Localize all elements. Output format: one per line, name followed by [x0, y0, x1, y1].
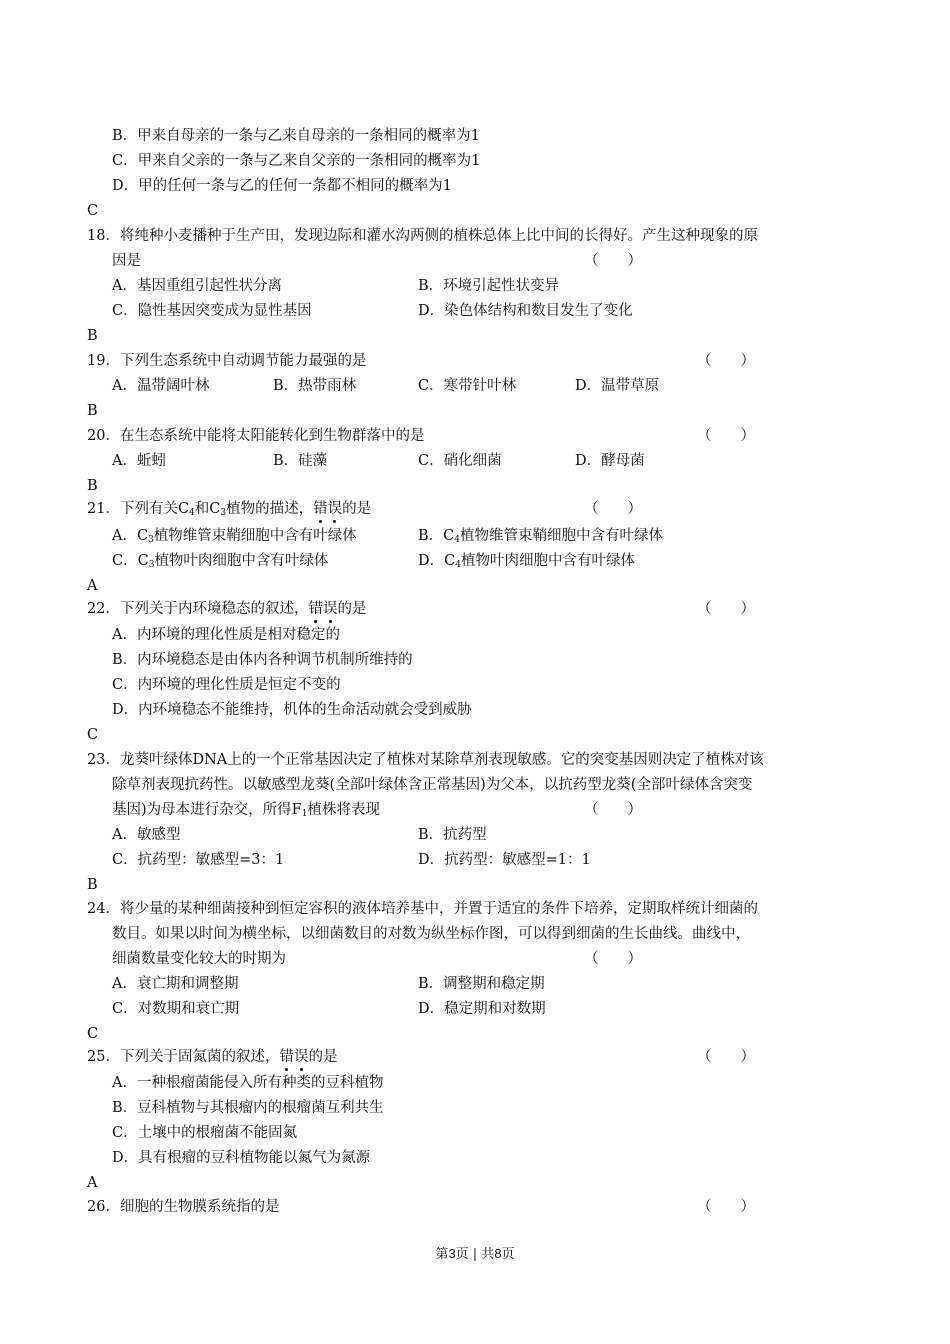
total-pages: 8	[494, 1246, 502, 1261]
q22-stem: 22．下列关于内环境稳态的叙述，错误的是	[87, 601, 367, 617]
q24-option-b: B．调整期和稳定期	[418, 976, 545, 992]
q24-option-a: A．衰亡期和调整期	[112, 976, 239, 992]
q24-option-c: C．对数期和衰亡期	[112, 1001, 240, 1017]
q17-answer: C	[87, 203, 99, 219]
q20-option-a: A．蚯蚓	[112, 453, 166, 469]
q19-option-a: A．温带阔叶林	[112, 378, 210, 394]
q18-option-d: D．染色体结构和数目发生了变化	[418, 303, 633, 319]
q22-option-b: B．内环境稳态是由体内各种调节机制所维持的	[112, 652, 413, 668]
q24-stem-line2: 数目。如果以时间为横坐标，以细菌数目的对数为纵坐标作图，可以得到细菌的生长曲线。曲线中，	[112, 926, 750, 942]
q21-answer: A	[87, 578, 98, 594]
q25-option-c: C．土壤中的根瘤菌不能固氮	[112, 1125, 298, 1141]
q18-option-a: A．基因重组引起性状分离	[112, 278, 282, 294]
q21-option-c: C．$C_3$植物叶肉细胞中含有叶绿体	[112, 553, 329, 570]
q17-option-b: B．甲来自母亲的一条与乙来自母亲的一条相同的概率为1	[112, 128, 480, 144]
q18-stem-line1: 18．将纯种小麦播种于生产田，发现边际和灌水沟两侧的植株总体上比中间的长得好。产生这种现象的原	[87, 228, 758, 244]
emphasis-dot-char: 错	[313, 501, 328, 517]
q21-option-b: B．$C_4$植物维管束鞘细胞中含有叶绿体	[418, 528, 663, 545]
q22-answer-blank: （ ）	[697, 601, 755, 617]
q26-stem: 26．细胞的生物膜系统指的是	[87, 1199, 280, 1215]
q21-option-d: D．$C_4$植物叶肉细胞中含有叶绿体	[418, 553, 635, 570]
q19-stem: 19．下列生态系统中自动调节能力最强的是	[87, 353, 367, 369]
q24-stem-line3: 细菌数量变化较大的时期为	[112, 951, 286, 967]
q25-option-b: B．豆科植物与其根瘤内的根瘤菌互利共生	[112, 1100, 384, 1116]
emphasis-dot-char: 误	[293, 1049, 309, 1065]
q23-option-b: B．抗药型	[418, 827, 487, 843]
q23-option-d: D．抗药型：敏感型=1：1	[418, 852, 591, 868]
q22-option-c: C．内环境的理化性质是恒定不变的	[112, 677, 341, 693]
q21-answer-blank: （ ）	[584, 501, 642, 517]
q23-stem-line2: 除草剂表现抗药性。以敏感型龙葵(全部叶绿体含正常基因)为父本，以抗药型龙葵(全部叶绿体含突变	[112, 777, 753, 793]
q19-option-c: C．寒带针叶林	[418, 378, 517, 394]
page-footer: 第3页 | 共8页	[435, 1246, 515, 1262]
emphasis-dot-char: 错	[279, 1049, 294, 1065]
q18-answer-blank: （ ）	[584, 253, 642, 269]
q19-option-d: D．温带草原	[575, 378, 660, 394]
q23-answer: B	[87, 877, 98, 893]
page-number: 3	[448, 1246, 456, 1261]
q24-answer: C	[87, 1026, 99, 1042]
q24-stem-line1: 24．将少量的某种细菌接种到恒定容积的液体培养基中，并置于适宜的条件下培养，定期取样统计细菌的	[87, 901, 758, 917]
q24-answer-blank: （ ）	[584, 951, 642, 967]
q22-option-d: D．内环境稳态不能维持，机体的生命活动就会受到威胁	[112, 702, 472, 718]
q25-answer: A	[87, 1175, 98, 1191]
q21-option-a: A．$C_3$植物维管束鞘细胞中含有叶绿体	[112, 528, 357, 545]
q18-option-b: B．环境引起性状变异	[418, 278, 560, 294]
q25-answer-blank: （ ）	[697, 1049, 755, 1065]
emphasis-dot-char: 误	[327, 501, 343, 517]
q23-answer-blank: （ ）	[584, 802, 642, 818]
q19-answer-blank: （ ）	[697, 353, 755, 369]
q19-option-b: B．热带雨林	[273, 378, 357, 394]
q23-stem-line3: 基因)为母本进行杂交，所得$F_1$植株将表现	[112, 802, 380, 819]
q23-option-a: A．敏感型	[112, 827, 181, 843]
q21-stem: 21．下列有关$C_4$和$C_3$植物的描述，错误的是	[87, 501, 372, 518]
q18-option-c: C．隐性基因突变成为显性基因	[112, 303, 312, 319]
q19-answer: B	[87, 403, 98, 419]
q18-answer: B	[87, 328, 98, 344]
q25-stem: 25．下列关于固氮菌的叙述，错误的是	[87, 1049, 338, 1065]
q20-stem: 20．在生态系统中能将太阳能转化到生物群落中的是	[87, 428, 425, 444]
q23-stem-line1: 23．龙葵叶绿体DNA上的一个正常基因决定了植株对某除草剂表现敏感。它的突变基因则决定了植株对该	[87, 752, 764, 768]
emphasis-dot-char: 误	[322, 601, 338, 617]
q20-answer-blank: （ ）	[697, 428, 755, 444]
q23-option-c: C．抗药型：敏感型=3：1	[112, 852, 285, 868]
q25-option-a: A．一种根瘤菌能侵入所有种类的豆科植物	[112, 1075, 384, 1091]
q25-option-d: D．具有根瘤的豆科植物能以氮气为氮源	[112, 1150, 371, 1166]
q26-answer-blank: （ ）	[697, 1199, 755, 1215]
q17-option-c: C．甲来自父亲的一条与乙来自父亲的一条相同的概率为1	[112, 153, 481, 169]
q22-option-a: A．内环境的理化性质是相对稳定的	[112, 627, 340, 643]
q22-answer: C	[87, 727, 99, 743]
q20-option-d: D．酵母菌	[575, 453, 645, 469]
q20-answer: B	[87, 478, 98, 494]
q24-option-d: D．稳定期和对数期	[418, 1001, 546, 1017]
q20-option-c: C．硝化细菌	[418, 453, 502, 469]
q20-option-b: B．硅藻	[273, 453, 328, 469]
emphasis-dot-char: 错	[308, 601, 323, 617]
q18-stem-line2: 因是	[112, 253, 141, 269]
q17-option-d: D．甲的任何一条与乙的任何一条都不相同的概率为1	[112, 178, 452, 194]
